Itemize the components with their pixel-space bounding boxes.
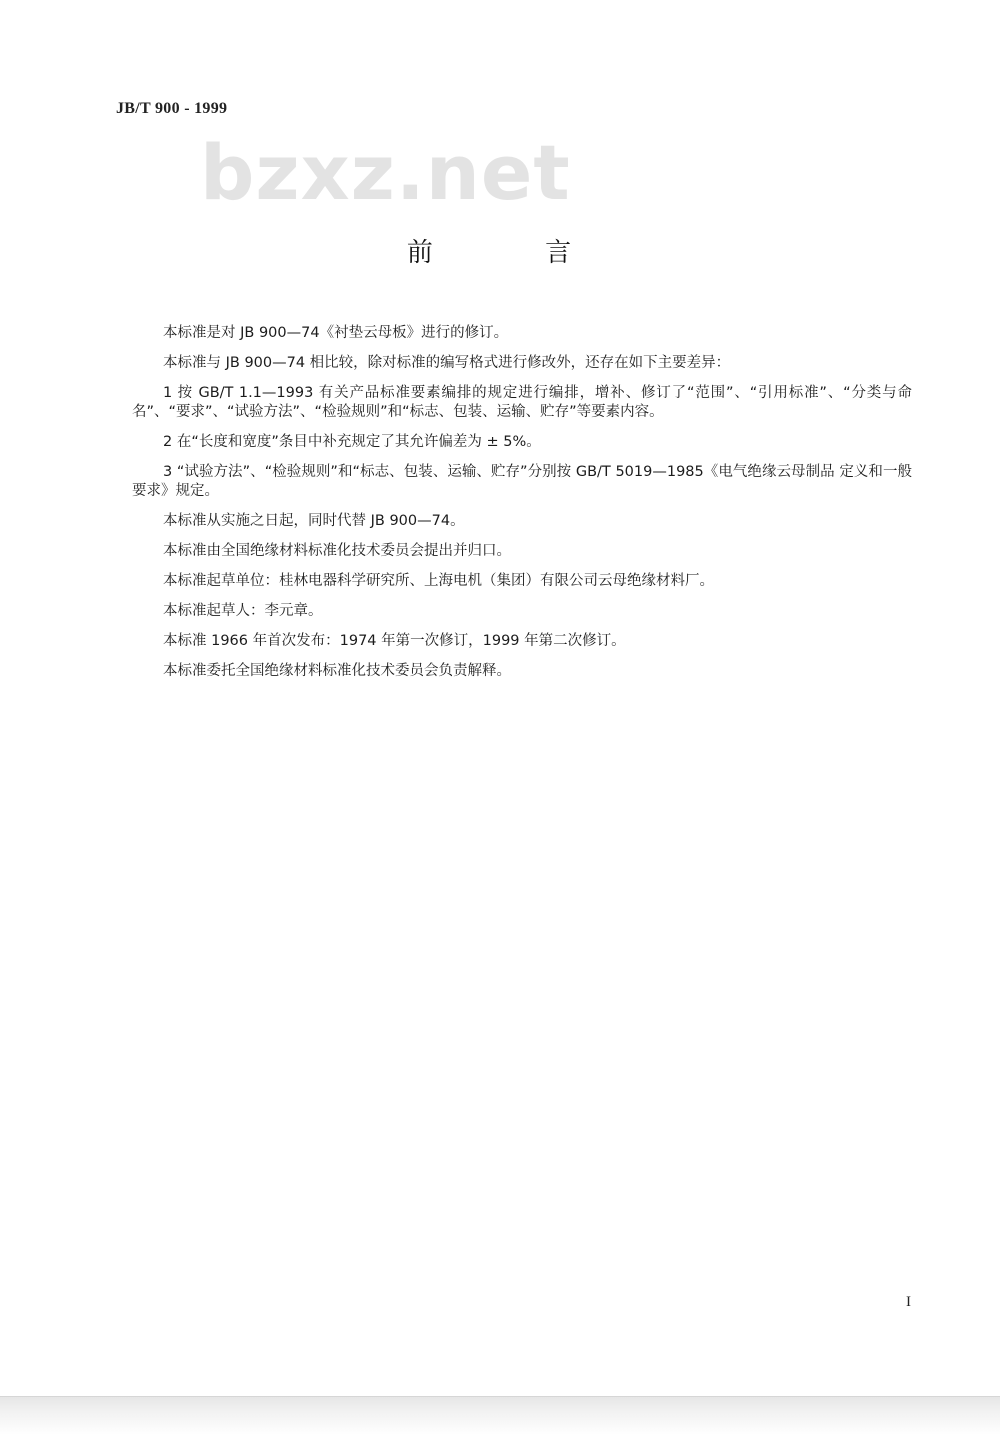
section-title: 前 言 [406, 238, 624, 268]
paragraph-replacement: 本标准从实施之日起，同时代替 JB 900—74。 [163, 513, 465, 529]
paragraph-difference-1: 1 按 GB/T 1.1—1993 有关产品标准要素编排的规定进行编排，增补、修订了“范围”、“引用标准”、“分类与命名”、“要求”、“试验方法”、“检验规则”和“标志、包装、运输、贮存”等要素内容。 [132, 385, 912, 420]
paragraph-differences-intro: 本标准与 JB 900—74 相比较，除对标准的编写格式进行修改外，还存在如下主要差异： [163, 355, 731, 371]
watermark: bzxz.net [200, 128, 571, 217]
foreword-body [132, 324, 912, 692]
paragraph-drafting-units: 本标准起草单位：桂林电器科学研究所、上海电机（集团）有限公司云母绝缘材料厂。 [163, 573, 714, 589]
page-number: I [906, 1294, 911, 1310]
paragraph-revision-basis: 本标准是对 JB 900—74《衬垫云母板》进行的修订。 [163, 325, 509, 341]
paragraph-interpretation: 本标准委托全国绝缘材料标准化技术委员会负责解释。 [163, 663, 511, 679]
document-code: JB/T 900 - 1999 [116, 100, 228, 117]
paragraph-proposer: 本标准由全国绝缘材料标准化技术委员会提出并归口。 [163, 543, 511, 559]
paragraph-drafters: 本标准起草人：李元章。 [163, 603, 323, 619]
paragraph-history: 本标准 1966 年首次发布：1974 年第一次修订，1999 年第二次修订。 [163, 633, 626, 649]
viewer-bottom-bar [0, 1396, 1000, 1435]
paragraph-difference-3: 3 “试验方法”、“检验规则”和“标志、包装、运输、贮存”分别按 GB/T 5019—1985《电气绝缘云母制品 定义和一般要求》规定。 [132, 464, 912, 499]
paragraph-difference-2: 2 在“长度和宽度”条目中补充规定了其允许偏差为 ± 5%。 [163, 434, 541, 450]
